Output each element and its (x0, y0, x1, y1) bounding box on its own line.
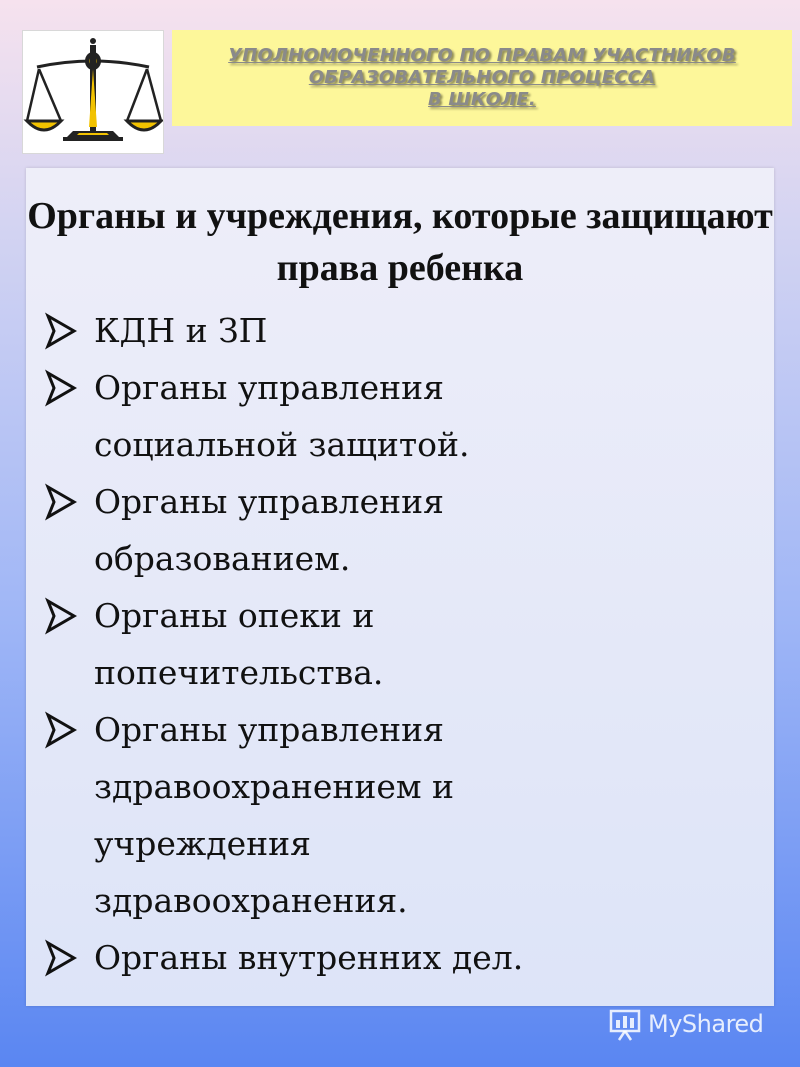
logo-box (22, 30, 164, 154)
list-item-text: Органы опеки и попечительства. (94, 596, 384, 692)
content-card (26, 168, 774, 1006)
header-title-line-1: УПОЛНОМОЧЕННОГО ПО ПРАВАМ УЧАСТНИКОВ (228, 45, 736, 66)
list-item-text: КДН и ЗП (94, 311, 268, 350)
arrow-bullet-icon (44, 929, 78, 986)
list-item (44, 587, 523, 701)
list-item-text: Органы внутренних дел. (94, 938, 524, 977)
arrow-bullet-icon (44, 359, 78, 416)
watermark (608, 1004, 788, 1044)
list-item (44, 929, 523, 986)
card-heading: Органы и учреждения, которые защищают права ребенка (27, 195, 773, 289)
arrow-bullet-icon (44, 701, 78, 758)
header-banner (172, 30, 792, 126)
header-title-line-2: ОБРАЗОВАТЕЛЬНОГО ПРОЦЕССА (308, 67, 656, 88)
bullet-list (44, 302, 523, 986)
list-item (44, 359, 523, 473)
arrow-bullet-icon (44, 302, 78, 359)
list-item-text: Органы управления здравоохранением и учреждения здравоохранения. (94, 710, 455, 920)
list-item-text: Органы управления образованием. (94, 482, 444, 578)
arrow-bullet-icon (44, 473, 78, 530)
presentation-board-icon (608, 1007, 644, 1041)
list-item (44, 302, 523, 359)
list-item (44, 701, 523, 929)
watermark-text: MyShared (648, 1010, 764, 1038)
scales-of-justice-icon (23, 31, 163, 153)
list-item-text: Органы управления социальной защитой. (94, 368, 470, 464)
list-item (44, 473, 523, 587)
header-title-line-3: В ШКОЛЕ. (428, 89, 536, 110)
arrow-bullet-icon (44, 587, 78, 644)
